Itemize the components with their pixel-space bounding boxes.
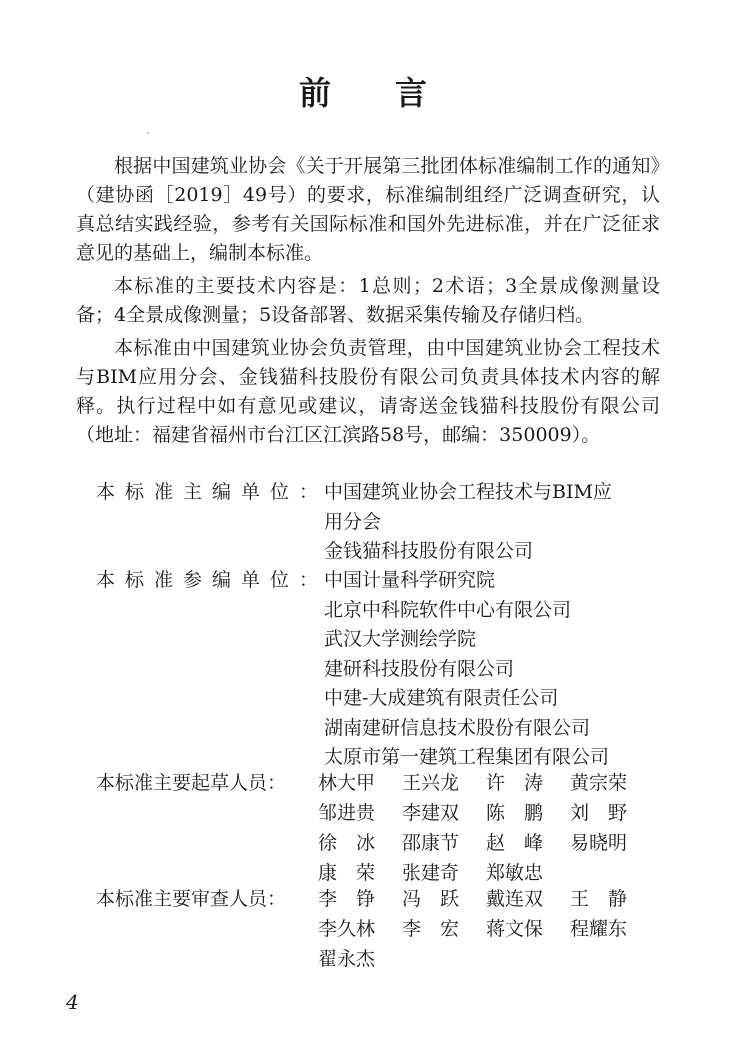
drafter-name: 徐 冰 xyxy=(318,832,376,854)
reviewer-name: 翟永杰 xyxy=(318,948,376,970)
reviewer-name: 李 宏 xyxy=(402,918,460,940)
foreword-body xyxy=(76,152,660,450)
drafter-name: 康 荣 xyxy=(318,862,376,884)
page-title xyxy=(0,68,730,114)
chief-units-label: 本标准主编单位： xyxy=(96,481,318,503)
page-number: 4 xyxy=(66,990,79,1014)
drafter-name: 王兴龙 xyxy=(402,772,460,794)
drafter-name: 赵 峰 xyxy=(486,832,544,854)
title-char-2: 言 xyxy=(395,74,432,112)
reviewer-name: 李 铮 xyxy=(318,888,376,910)
reviewers-block xyxy=(96,884,676,974)
paragraph-basis: 根据中国建筑业协会《关于开展第三批团体标准编制工作的通知》（建协函［2019］49号）的要求，标准编制组经广泛调查研究，认真总结实践经验，参考有关国际标准和国外先进标准，并在广泛征求意见的基础上，编制本标准。 xyxy=(76,155,660,264)
drafter-name: 张建奇 xyxy=(402,862,460,884)
participating-unit-line: 武汉大学测绘学院 xyxy=(324,628,477,650)
chief-unit-line: 金钱猫科技股份有限公司 xyxy=(324,540,534,562)
drafter-name: 郑敏忠 xyxy=(486,862,544,884)
drafter-name: 黄宗荣 xyxy=(570,772,628,794)
reviewer-name: 蒋文保 xyxy=(486,918,544,940)
drafters-block xyxy=(96,768,676,888)
reviewer-name: 李久林 xyxy=(318,918,376,940)
reviewer-name: 王 静 xyxy=(570,888,628,910)
paragraph-management: 本标准由中国建筑业协会负责管理，由中国建筑业协会工程技术与BIM应用分会、金钱猫科技股份有限公司负责具体技术内容的解释。执行过程中如有意见或建议，请寄送金钱猫科技股份有限公司（地址：福建省福州市台江区江滨路58号，邮编：350009）。 xyxy=(76,337,660,446)
drafter-name: 李建双 xyxy=(402,802,460,824)
reviewer-name: 程耀东 xyxy=(570,918,628,940)
drafter-name: 邵康节 xyxy=(402,832,460,854)
scan-speck xyxy=(147,132,149,134)
drafter-name: 林大甲 xyxy=(318,772,376,794)
participating-unit-line: 湖南建研信息技术股份有限公司 xyxy=(324,716,591,739)
chief-units-block xyxy=(96,478,676,567)
participating-unit-line: 北京中科院软件中心有限公司 xyxy=(324,598,572,621)
participating-unit-line: 建研科技股份有限公司 xyxy=(324,657,515,680)
title-char-1: 前 xyxy=(298,74,335,112)
participating-unit-line: 中国计量科学研究院 xyxy=(324,569,496,591)
participating-units-label: 本标准参编单位： xyxy=(96,569,318,591)
drafter-name: 易晓明 xyxy=(570,832,628,854)
chief-unit-line: 中国建筑业协会工程技术与BIM应 xyxy=(324,481,612,503)
reviewer-name: 冯 跃 xyxy=(402,888,460,910)
drafter-name: 邹进贵 xyxy=(318,802,376,824)
drafters-label: 本标准主要起草人员： xyxy=(96,772,287,794)
participating-unit-line: 太原市第一建筑工程集团有限公司 xyxy=(324,746,610,768)
drafter-name: 刘 野 xyxy=(570,802,628,824)
drafter-name: 陈 鹏 xyxy=(486,802,544,824)
drafter-name: 许 涛 xyxy=(486,772,544,794)
reviewer-name: 戴连双 xyxy=(486,888,544,910)
participating-unit-line: 中建-大成建筑有限责任公司 xyxy=(324,687,559,709)
paragraph-contents: 本标准的主要技术内容是：1总则；2术语；3全景成像测量设备；4全景成像测量；5设备部署、数据采集传输及存储归档。 xyxy=(76,275,660,326)
reviewers-label: 本标准主要审查人员： xyxy=(96,888,287,910)
chief-unit-line: 用分会 xyxy=(324,510,382,533)
participating-units-block xyxy=(96,566,676,773)
